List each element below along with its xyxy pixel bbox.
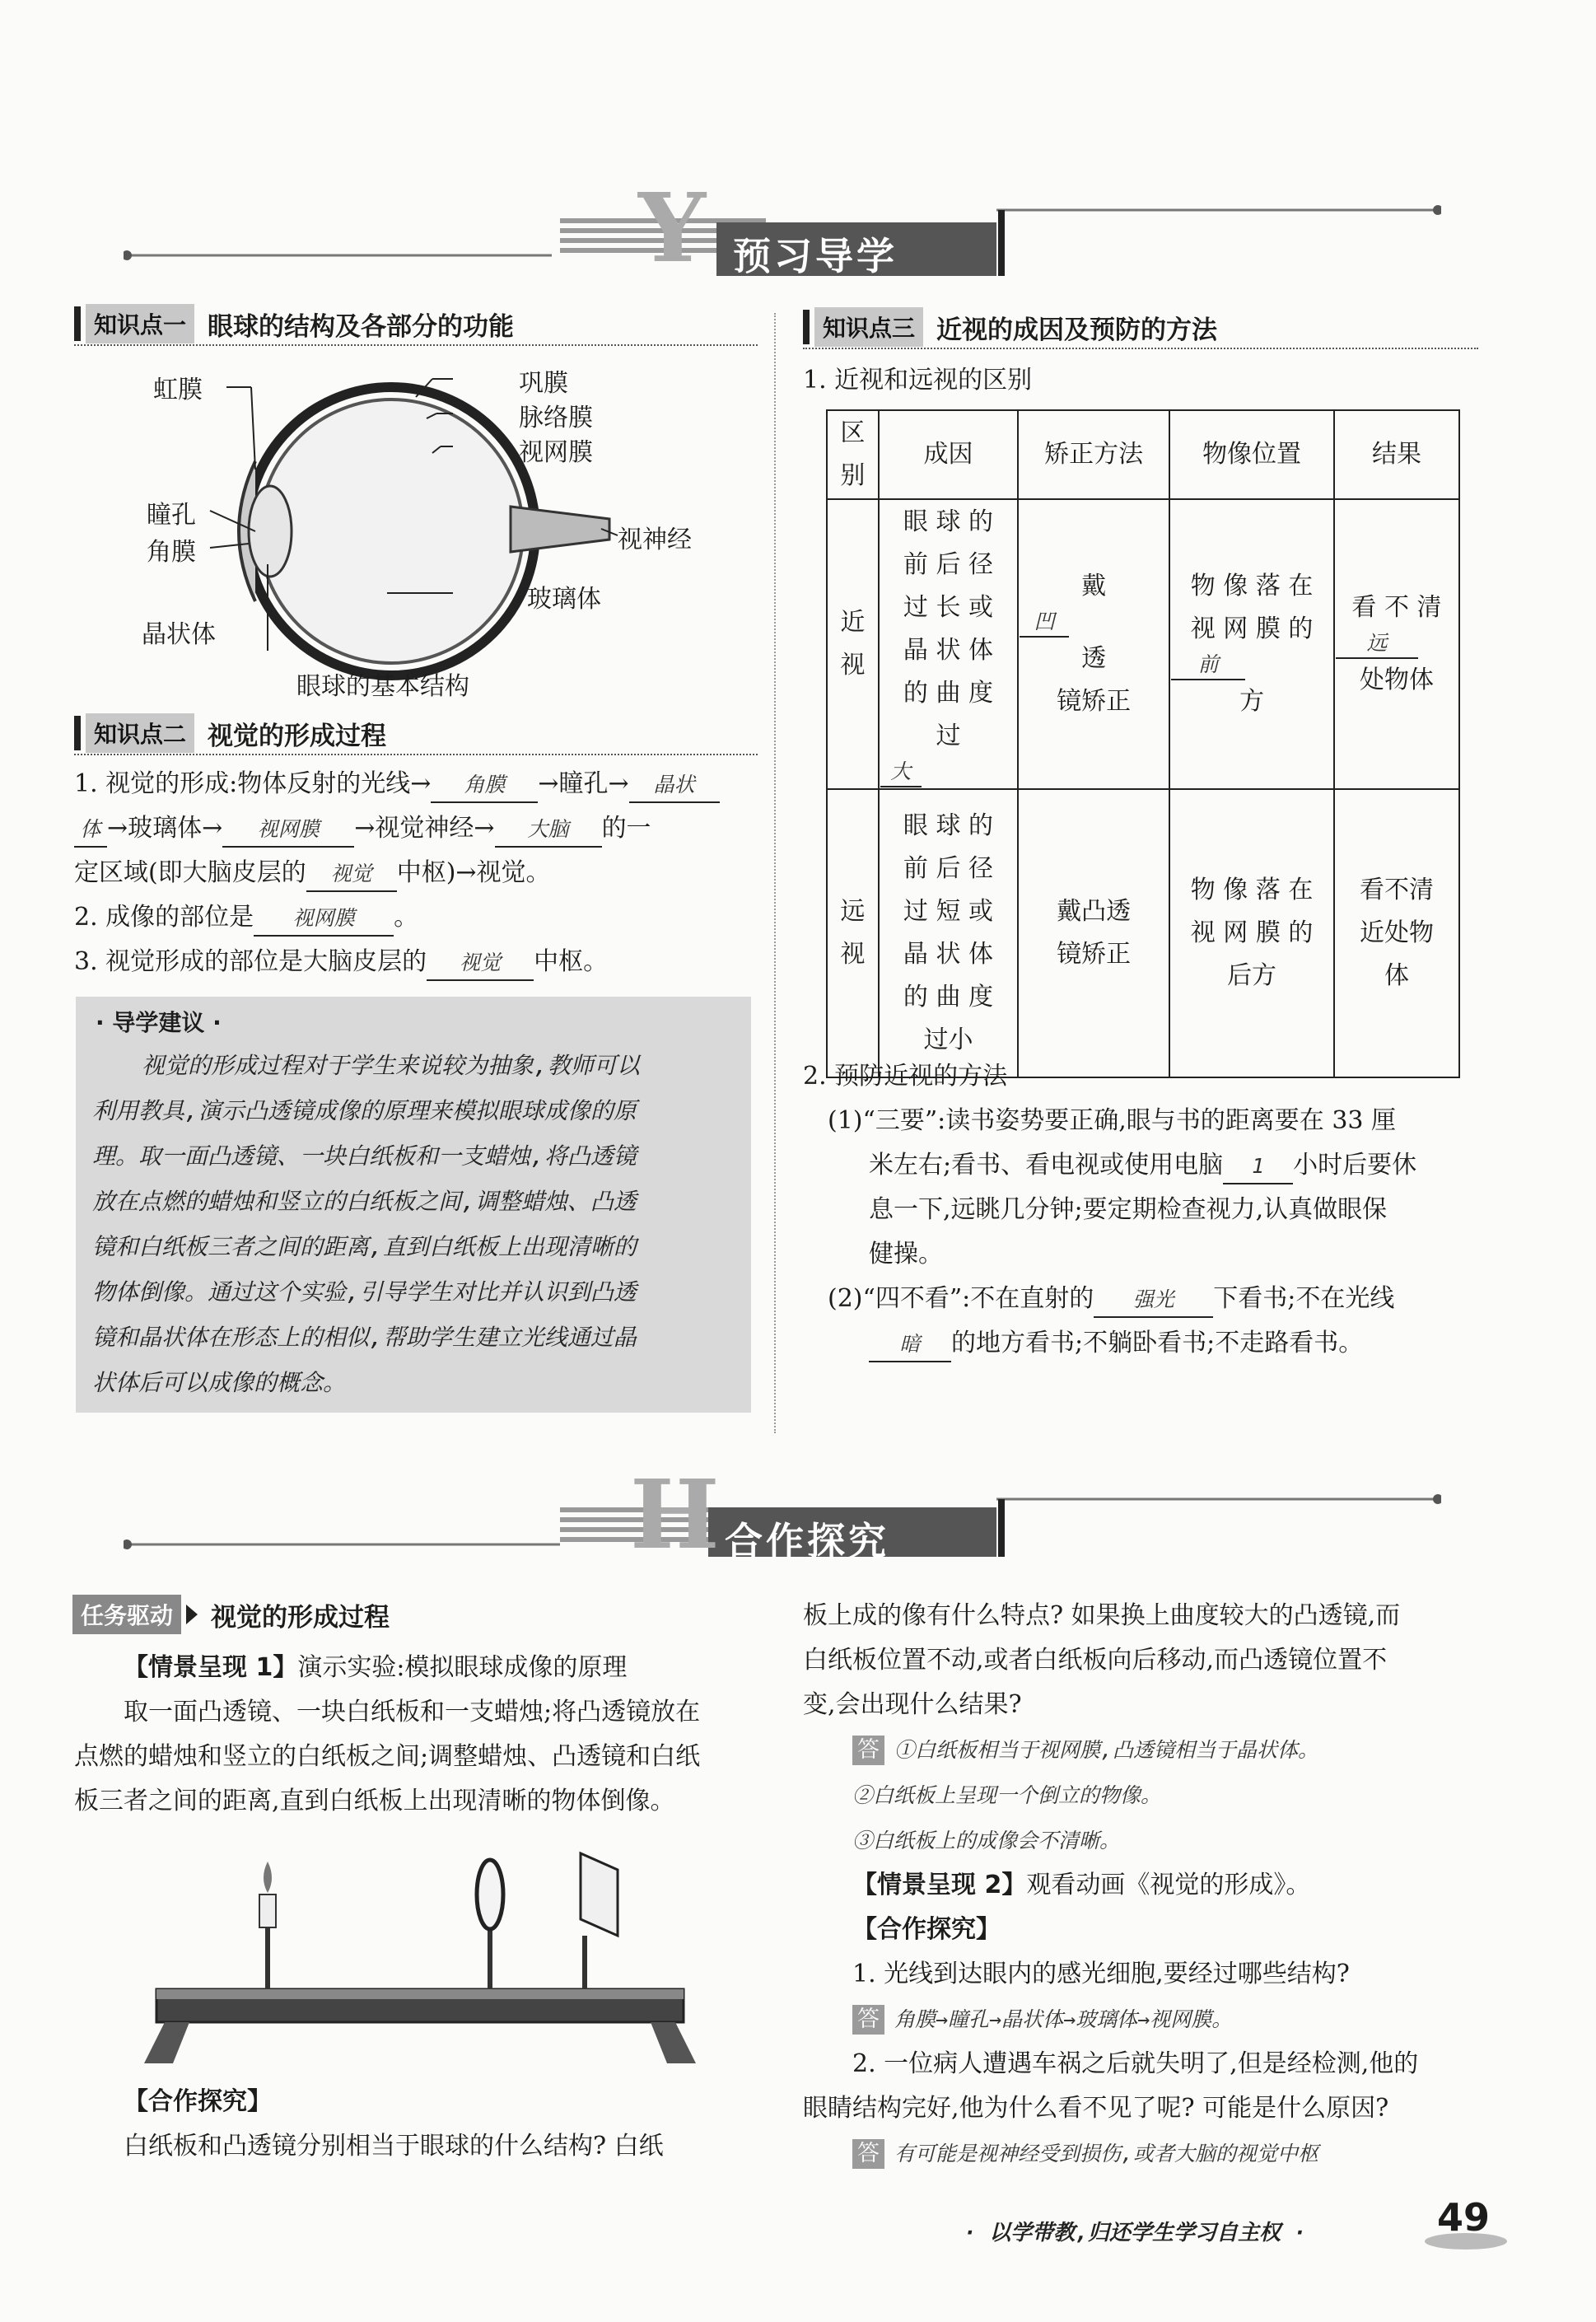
guide-box <box>76 997 751 1413</box>
row-name-far: 远 视 <box>827 789 879 1077</box>
answer-blank: 视网膜 <box>254 902 394 937</box>
answer-blank: 大 <box>880 758 922 787</box>
label-gongmo: 巩膜 <box>519 369 568 398</box>
k2-label: 知识点二 <box>86 713 194 753</box>
coop-title: 合作探究 <box>725 1519 889 1563</box>
k2-line3: 定区域(即大脑皮层的 视觉 中枢)→视觉。 <box>74 851 766 895</box>
coop-question-cont: 变,会出现什么结果? <box>803 1690 1022 1719</box>
fix-near: 戴 凹 透 镜矫正 <box>1018 499 1169 789</box>
answer-blank: 晶状 <box>629 769 720 803</box>
th: 矫正方法 <box>1018 410 1169 499</box>
answer-blank: 视觉 <box>306 857 397 892</box>
answer-line: ③白纸板上的成像会不清晰。 <box>852 1829 1121 1852</box>
section-bar <box>803 310 810 344</box>
k3-label: 知识点三 <box>814 307 923 347</box>
coop-tag: 【合作探究】 <box>124 2087 272 2116</box>
pos-far: 物 像 落 在 视 网 膜 的 后方 <box>1169 789 1334 1077</box>
answer-badge: 答 <box>852 2005 884 2035</box>
pos-near: 物 像 落 在 视 网 膜 的 前 方 <box>1169 499 1334 789</box>
prevent-1b: 米左右;看书、看电视或使用电脑 1 小时后要休 <box>803 1143 1495 1188</box>
k2-line2: 体 →玻璃体→ 视网膜 →视觉神经→ 大脑 的一 <box>74 806 766 851</box>
answer-blank: 强光 <box>1094 1283 1213 1318</box>
answer-line: 答 ①白纸板相当于视网膜,凸透镜相当于晶状体。 <box>803 1727 1495 1773</box>
k2-content <box>74 762 766 984</box>
optical-bench <box>140 1845 700 2076</box>
k1-label: 知识点一 <box>86 304 194 343</box>
prevent-1a: (1)“三要”:读书姿势要正确,眼与书的距离要在 33 厘 <box>828 1106 1397 1135</box>
answer-blank: 角膜 <box>431 769 538 803</box>
prevent-1c: 息一下,远眺几分钟;要定期检查视力,认真做眼保 <box>869 1195 1388 1224</box>
answer-line: 答 有可能是视神经受到损伤,或者大脑的视觉中枢 <box>803 2131 1495 2176</box>
task-header <box>72 1594 390 1635</box>
k1-title: 眼球的结构及各部分的功能 <box>208 311 515 342</box>
label-boliti: 玻璃体 <box>527 585 601 614</box>
answer-blank: 体 <box>74 813 107 848</box>
row-name-near: 近 视 <box>827 499 879 789</box>
task-right <box>803 1594 1495 2176</box>
k3-title: 近视的成因及预防的方法 <box>936 315 1218 345</box>
coop-question-cont: 板上成的像有什么特点? 如果换上曲度较大的凸透镜,而 <box>803 1601 1401 1630</box>
scene1-line: 【情景呈现 1】演示实验:模拟眼球成像的原理 <box>124 1653 628 1682</box>
guide-line: 放在点燃的蜡烛和竖立的白纸板之间,调整蜡烛、凸透 <box>92 1188 637 1215</box>
answer-blank: 大脑 <box>495 813 602 848</box>
guide-line: 状体后可以成像的概念。 <box>92 1369 347 1396</box>
k3-prevention <box>803 1054 1495 1366</box>
scene1-p: 板三者之间的距离,直到白纸板上出现清晰的物体倒像。 <box>74 1787 675 1815</box>
task-scene1 <box>74 1646 766 1824</box>
label-tongkong: 瞳孔 <box>147 501 196 530</box>
guide-line: 利用教具,演示凸透镜成像的原理来模拟眼球成像的原 <box>92 1097 637 1124</box>
page-number: 49 <box>1437 2195 1491 2240</box>
coop-question: 2. 一位病人遭遇车祸之后就失明了,但是经检测,他的 <box>852 2049 1419 2078</box>
scene1-p: 点燃的蜡烛和竖立的白纸板之间;调整蜡烛、凸透镜和白纸 <box>74 1742 701 1771</box>
task-title: 视觉的形成过程 <box>211 1602 390 1633</box>
answer-badge: 答 <box>852 2139 884 2169</box>
k2-header <box>74 712 758 755</box>
res-far: 看不清 近处物 体 <box>1334 789 1459 1077</box>
coop-question: 1. 光线到达眼内的感光细胞,要经过哪些结构? <box>852 1960 1350 1988</box>
coop-question: 白纸板和凸透镜分别相当于眼球的什么结构? 白纸 <box>124 2132 664 2161</box>
section-bar <box>74 716 81 750</box>
cause-far: 眼 球 的 前 后 径 过 短 或 晶 状 体 的 曲 度 过小 <box>879 789 1018 1077</box>
answer-line: ②白纸板上呈现一个倒立的物像。 <box>852 1783 1162 1807</box>
th: 区别 <box>827 410 879 499</box>
preview-banner <box>124 173 1441 284</box>
task-label: 任务驱动 <box>72 1595 181 1634</box>
section-bar <box>74 306 81 341</box>
k3-sub1: 1. 近视和远视的区别 <box>803 366 1033 395</box>
k2-line1: 1. 视觉的形成:物体反射的光线→ 角膜 →瞳孔→ 晶状 <box>74 762 766 806</box>
answer-blank: 前 <box>1171 651 1245 680</box>
cause-near: 眼 球 的 前 后 径 过 长 或 晶 状 体 的 曲 度 过 大 <box>879 499 1018 789</box>
k3-header <box>803 306 1478 349</box>
scene1-p: 取一面凸透镜、一块白纸板和一支蜡烛;将凸透镜放在 <box>124 1698 701 1726</box>
fix-far: 戴凸透 镜矫正 <box>1018 789 1169 1077</box>
footer-slogan: · 以学带教,归还学生学习自主权 · <box>964 2221 1307 2245</box>
answer-blank: 1 <box>1223 1150 1293 1184</box>
k2-q2: 2. 成像的部位是 视网膜 。 <box>74 895 766 940</box>
label-shiwangmo: 视网膜 <box>519 438 593 467</box>
th: 物像位置 <box>1169 410 1334 499</box>
scene2-line: 【情景呈现 2】观看动画《视觉的形成》。 <box>852 1871 1311 1899</box>
label-jingzhuangti: 晶状体 <box>142 620 216 649</box>
guide-line: 镜和白纸板三者之间的距离,直到白纸板上出现清晰的 <box>92 1233 637 1260</box>
page-number-badge <box>1421 2195 1511 2253</box>
answer-badge: 答 <box>852 1736 884 1765</box>
k2-q3: 3. 视觉形成的部位是大脑皮层的 视觉 中枢。 <box>74 940 766 984</box>
play-icon <box>186 1605 198 1624</box>
res-near: 看 不 清 远 处物体 <box>1334 499 1459 789</box>
label-shishenjing: 视神经 <box>618 526 692 554</box>
optical-bench-illustration <box>140 1845 700 2076</box>
answer-line: 答 角膜→瞳孔→晶状体→玻璃体→视网膜。 <box>803 1997 1495 2042</box>
diagram-caption: 眼球的基本结构 <box>296 672 469 701</box>
table-row <box>827 499 1459 789</box>
label-hongmo: 虹膜 <box>153 376 203 404</box>
answer-blank: 凹 <box>1020 608 1069 638</box>
column-divider <box>774 313 776 1433</box>
k3-sub2: 2. 预防近视的方法 <box>803 1062 1008 1091</box>
guide-line: 物体倒像。通过这个实验,引导学生对比并认识到凸透 <box>92 1278 637 1306</box>
answer-blank: 暗 <box>869 1328 951 1362</box>
preview-title: 预习导学 <box>733 234 898 278</box>
k1-header <box>74 303 758 346</box>
coop-tag: 【合作探究】 <box>852 1915 1001 1944</box>
th: 成因 <box>879 410 1018 499</box>
coop-letter: H <box>630 1460 723 1571</box>
answer-blank: 远 <box>1336 629 1418 659</box>
coop-banner <box>124 1450 1441 1571</box>
guide-line: 镜和晶状体在形态上的相似,帮助学生建立光线通过晶 <box>92 1324 637 1351</box>
answer-blank: 视网膜 <box>222 813 354 848</box>
guide-title: · 导学建议 · <box>96 1009 222 1036</box>
k2-title: 视觉的形成过程 <box>208 721 387 751</box>
table-header-row <box>827 410 1459 499</box>
guide-line: 理。取一面凸透镜、一块白纸板和一支蜡烛,将凸透镜 <box>92 1142 637 1170</box>
coop-question-cont: 白纸板位置不动,或者白纸板向后移动,而凸透镜位置不 <box>803 1646 1388 1675</box>
prevent-2b: 暗 的地方看书;不躺卧看书;不走路看书。 <box>803 1321 1495 1366</box>
prevent-1d: 健操。 <box>869 1240 943 1268</box>
answer-blank: 视觉 <box>427 946 534 981</box>
guide-line: 视觉的形成过程对于学生来说较为抽象,教师可以 <box>142 1052 640 1079</box>
th: 结果 <box>1334 410 1459 499</box>
eye-diagram <box>124 354 749 708</box>
preview-letter: Y <box>638 173 710 284</box>
prevent-2a: (2)“四不看”:不在直射的 强光 下看书;不在光线 <box>803 1277 1495 1321</box>
label-maiwuomo: 脉络膜 <box>519 404 593 432</box>
coop-question-cont: 眼睛结构完好,他为什么看不见了呢? 可能是什么原因? <box>803 2094 1389 2123</box>
task-coop <box>74 2080 766 2169</box>
label-jiaomo: 角膜 <box>147 538 196 567</box>
table-row <box>827 789 1459 1077</box>
comparison-table <box>826 409 1460 1078</box>
